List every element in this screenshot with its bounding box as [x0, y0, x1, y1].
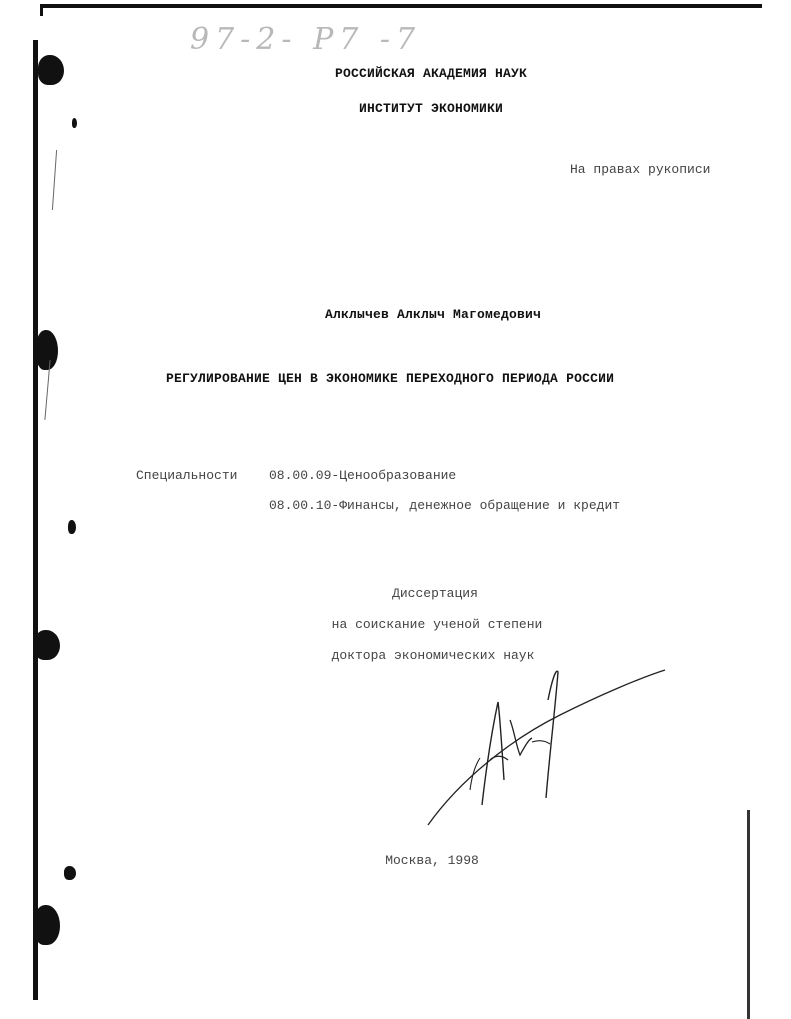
place-and-year: Москва, 1998 [385, 853, 479, 868]
scan-top-rule [40, 4, 762, 8]
specialties-label: Специальности [136, 468, 238, 483]
scan-blot-6 [34, 905, 60, 945]
scan-streak-1 [52, 150, 57, 210]
scan-blot-3 [68, 520, 76, 534]
degree-line-1: Диссертация [392, 586, 478, 601]
specialty-1: 08.00.09-Ценообразование [269, 468, 457, 483]
scan-blot-5 [64, 866, 76, 880]
scan-top-rule-corner [40, 4, 43, 16]
archive-pencil-mark: 97-2- P7 -7 [190, 22, 422, 57]
dissertation-title: РЕГУЛИРОВАНИЕ ЦЕН В ЭКОНОМИКЕ ПЕРЕХОДНОГО ПЕРИОДА РОССИИ [166, 371, 615, 386]
author-name: Алклычев Алклыч Магомедович [324, 307, 542, 322]
scan-blot-7 [72, 118, 77, 128]
scan-blot-2 [36, 330, 58, 370]
scan-right-edge [747, 810, 750, 1019]
degree-line-2: на соискание ученой степени [331, 617, 543, 632]
institute-name: ИНСТИТУТ ЭКОНОМИКИ [358, 101, 504, 116]
specialty-2: 08.00.10-Финансы, денежное обращение и кредит [269, 498, 621, 513]
manuscript-rights: На правах рукописи [570, 162, 711, 177]
author-signature [420, 660, 670, 830]
academy-name: РОССИЙСКАЯ АКАДЕМИЯ НАУК [334, 66, 528, 81]
degree-line-3: доктора экономических наук [331, 648, 535, 663]
